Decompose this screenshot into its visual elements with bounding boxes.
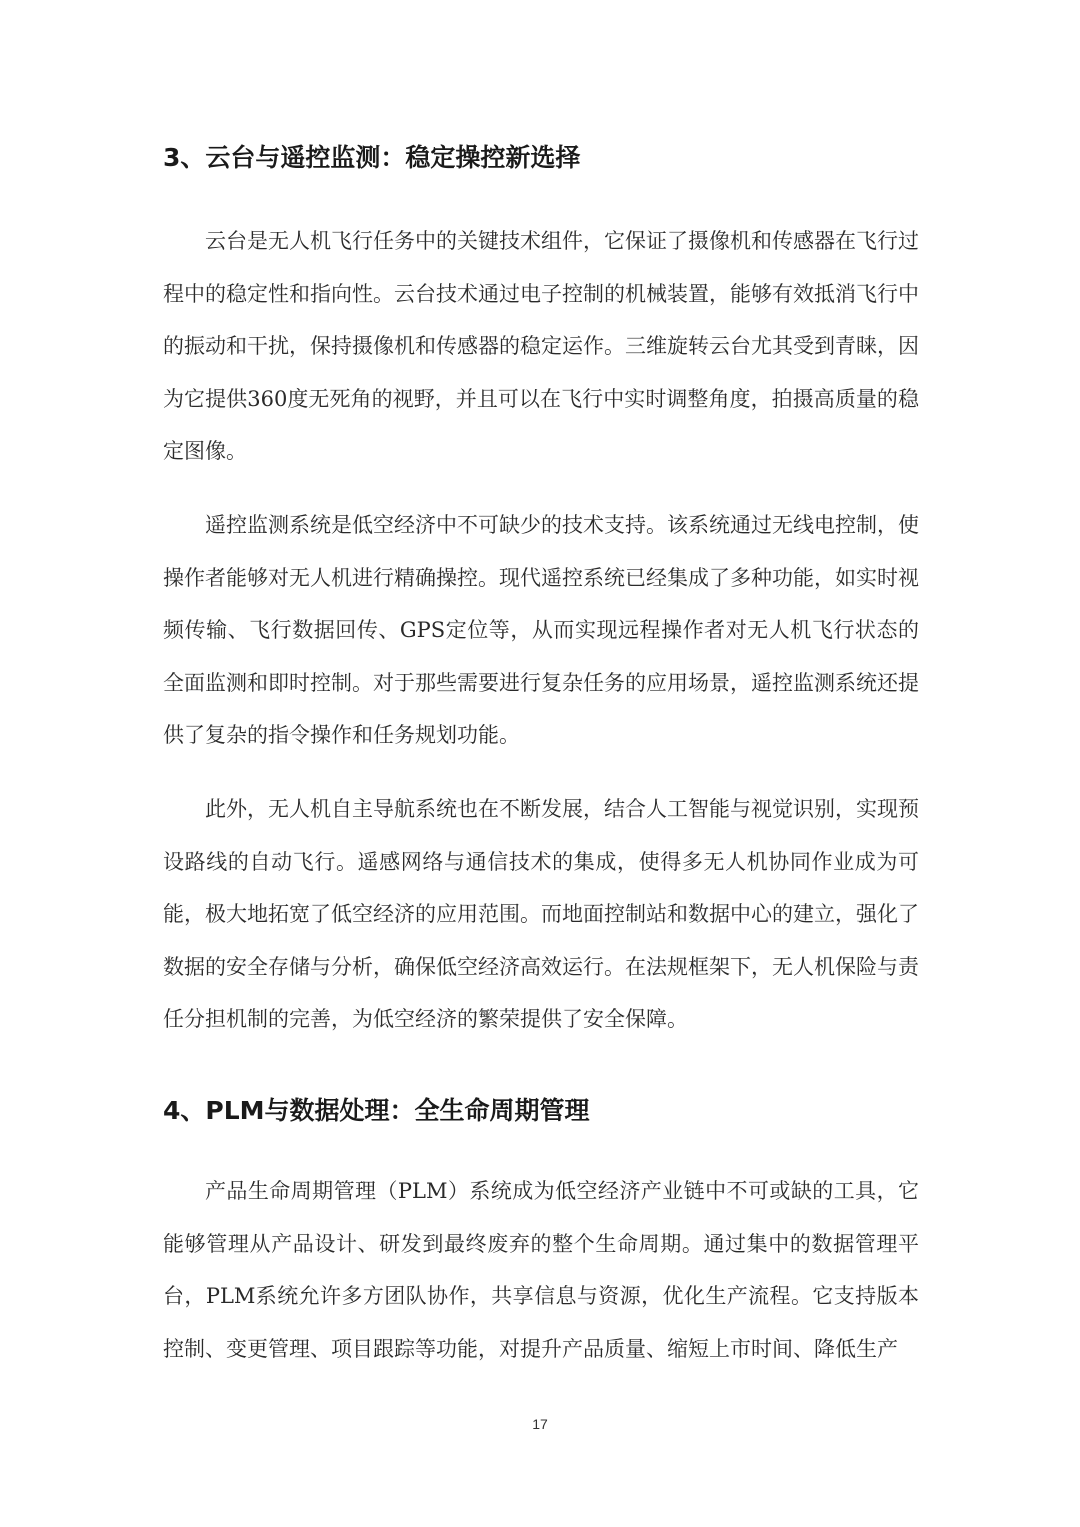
paragraph-autonomous-navigation: 此外，无人机自主导航系统也在不断发展，结合人工智能与视觉识别，实现预设路线的自动飞行。遥感网络与通信技术的集成，使得多无人机协同作业成为可能，极大地拓宽了低空经济的应用范围。而地面控制站和数据中心的建立，强化了数据的安全存储与分析，确保低空经济高效运行。在法规框架下，无人机保险与责任分担机制的完善，为低空经济的繁荣提供了安全保障。 xyxy=(163,797,919,1032)
paragraph-gimbal: 云台是无人机飞行任务中的关键技术组件，它保证了摄像机和传感器在飞行过程中的稳定性和指向性。云台技术通过电子控制的机械装置，能够有效抵消飞行中的振动和干扰，保持摄像机和传感器的稳定运作。三维旋转云台尤其受到青睐，因为它提供360度无死角的视野，并且可以在飞行中实时调整角度，拍摄高质量的稳定图像。 xyxy=(163,229,919,464)
section-heading-plm: 4、PLM与数据处理：全生命周期管理 xyxy=(163,1096,590,1125)
paragraph-plm: 产品生命周期管理（PLM）系统成为低空经济产业链中不可或缺的工具，它能够管理从产品设计、研发到最终废弃的整个生命周期。通过集中的数据管理平台，PLM系统允许多方团队协作，共享信息与资源，优化生产流程。它支持版本控制、变更管理、项目跟踪等功能，对提升产品质量、缩短上市时间、降低生产 xyxy=(163,1179,919,1361)
paragraph-remote-monitoring: 遥控监测系统是低空经济中不可缺少的技术支持。该系统通过无线电控制，使操作者能够对无人机进行精确操控。现代遥控系统已经集成了多种功能，如实时视频传输、飞行数据回传、GPS定位等，从而实现远程操作者对无人机飞行状态的全面监测和即时控制。对于那些需要进行复杂任务的应用场景，遥控监测系统还提供了复杂的指令操作和任务规划功能。 xyxy=(163,513,919,748)
section-heading-gimbal: 3、云台与遥控监测：稳定操控新选择 xyxy=(163,143,581,172)
page-number: 17 xyxy=(532,1416,548,1432)
